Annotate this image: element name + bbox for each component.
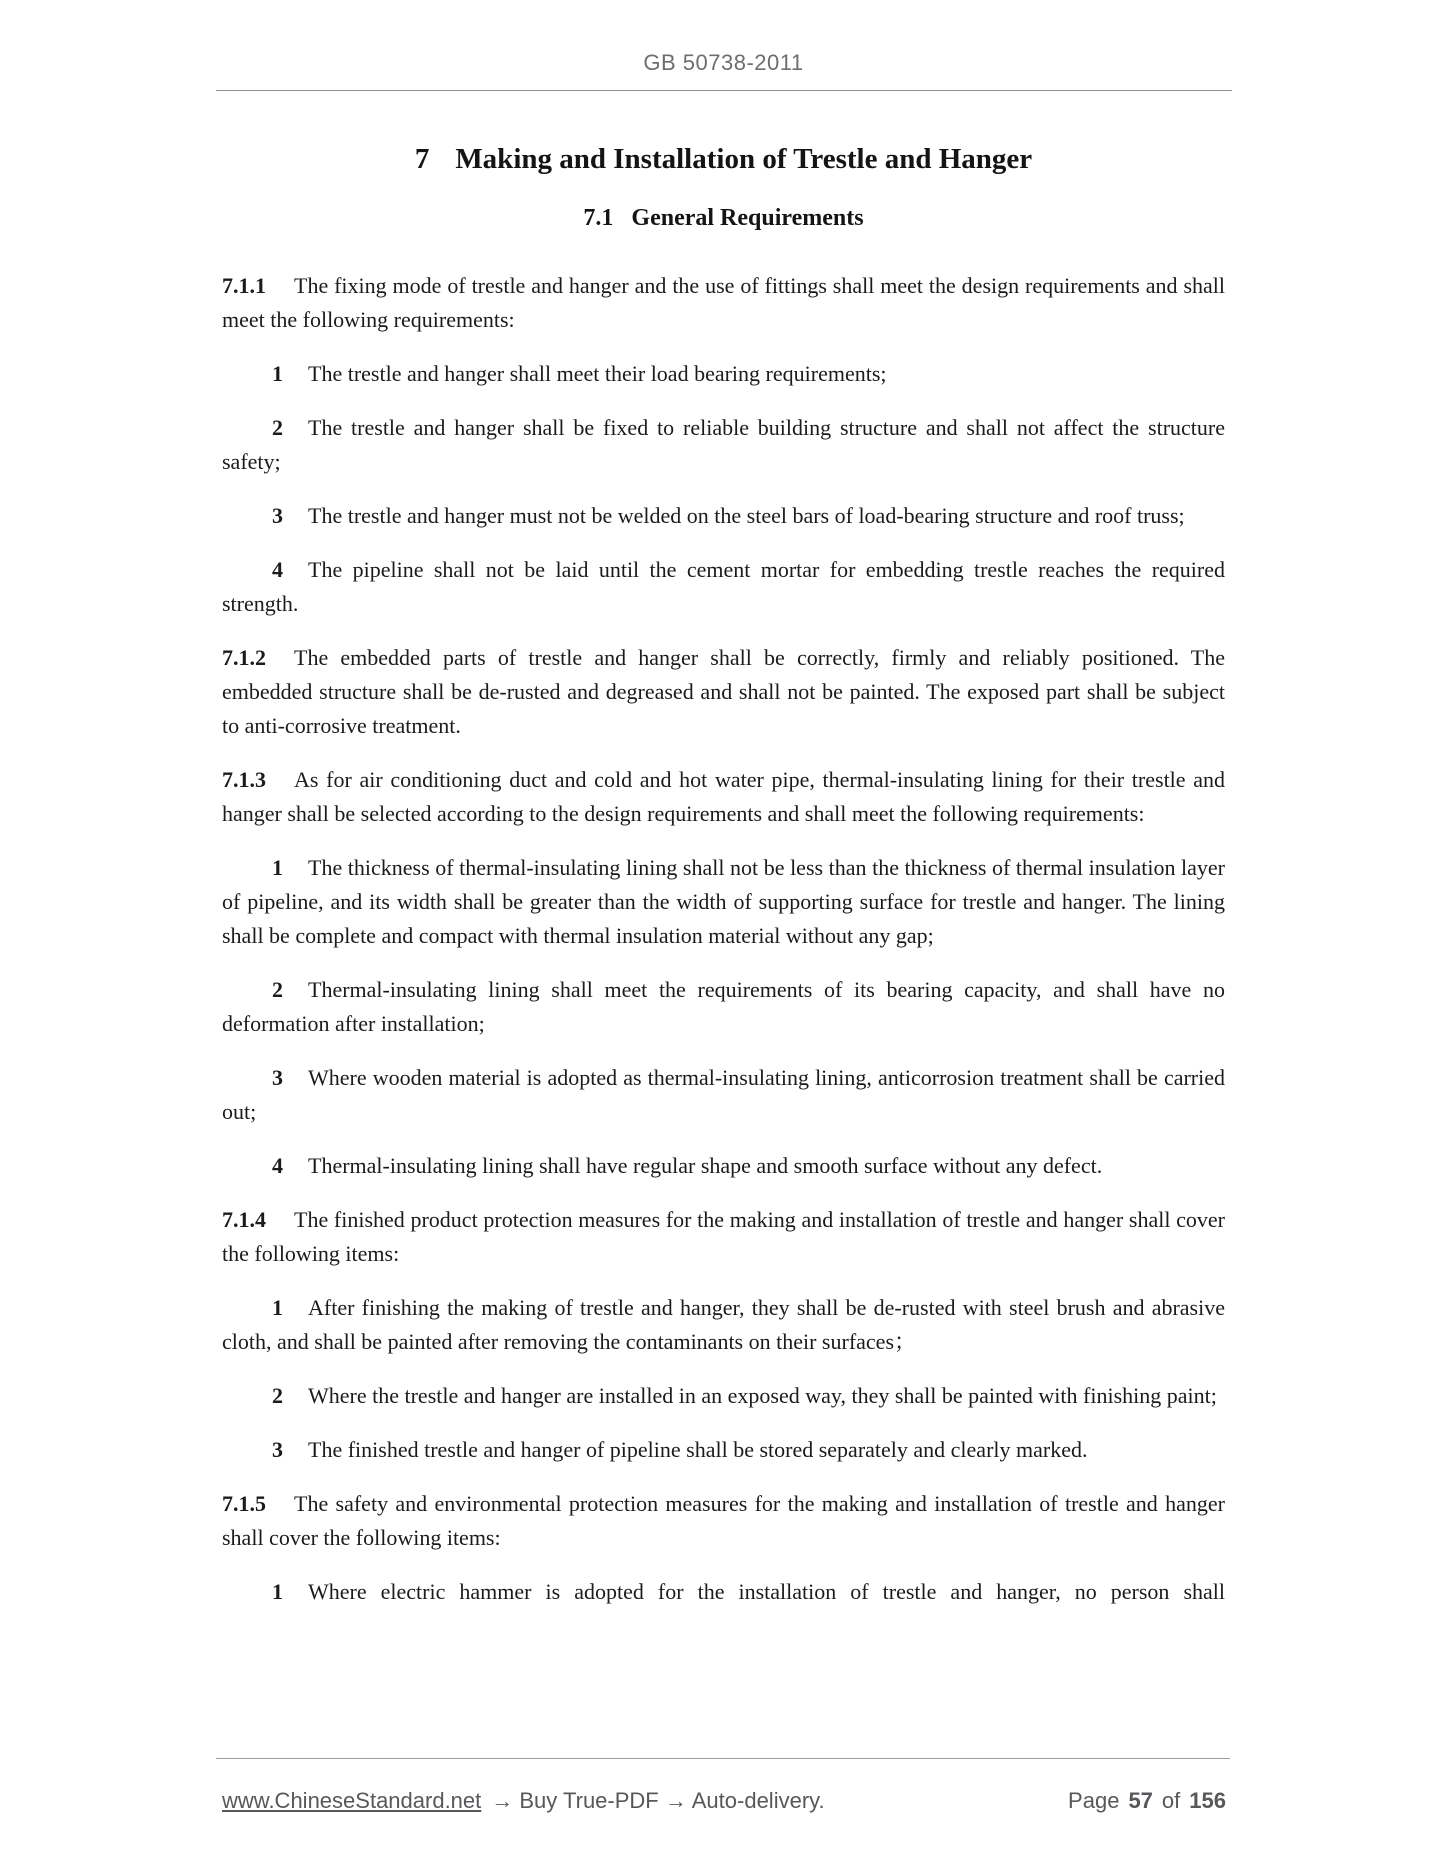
item-text: The trestle and hanger shall be fixed to reliable building structure and shall not affect the structure safety; xyxy=(222,415,1225,474)
list-item-paragraph xyxy=(222,1061,1225,1129)
page-indicator xyxy=(1068,1788,1226,1814)
item-text: Thermal-insulating lining shall have regular shape and smooth surface without any defect. xyxy=(308,1153,1103,1178)
item-number: 4 xyxy=(272,557,283,582)
list-item-paragraph xyxy=(222,1433,1225,1467)
clause-paragraph xyxy=(222,763,1225,831)
list-item-paragraph xyxy=(222,851,1225,953)
item-number: 1 xyxy=(272,855,283,880)
page-current: 57 xyxy=(1128,1788,1153,1813)
standard-code-header: GB 50738-2011 xyxy=(643,50,804,75)
list-item-paragraph xyxy=(222,1379,1225,1413)
item-number: 1 xyxy=(272,361,283,386)
item-number: 2 xyxy=(272,415,283,440)
item-number: 1 xyxy=(272,1579,283,1604)
footer-tagline: → Buy True-PDF → Auto-delivery. xyxy=(491,1788,825,1813)
of-label: of xyxy=(1161,1788,1181,1813)
item-text: The thickness of thermal-insulating lining shall not be less than the thickness of thermal insulation layer of pipeline, and its width shall be greater than the width of supporting surface for trestle and hanger. The lining shall be complete and compact with thermal insulation material without any gap; xyxy=(222,855,1225,948)
clause-paragraph xyxy=(222,1203,1225,1271)
list-item-paragraph xyxy=(222,1291,1225,1359)
page-footer xyxy=(216,1758,1230,1814)
item-number: 2 xyxy=(272,977,283,1002)
footer-row xyxy=(216,1788,1230,1814)
item-number: 3 xyxy=(272,503,283,528)
clause-number: 7.1.5 xyxy=(222,1491,266,1516)
item-text: Where electric hammer is adopted for the installation of trestle and hanger, no person shall xyxy=(308,1579,1225,1604)
item-text: Thermal-insulating lining shall meet the requirements of its bearing capacity, and shall have no deformation after installation; xyxy=(222,977,1225,1036)
clause-text: The fixing mode of trestle and hanger and the use of fittings shall meet the design requirements and shall meet the following requirements: xyxy=(222,273,1225,332)
clause-number: 7.1.4 xyxy=(222,1207,266,1232)
item-text: The finished trestle and hanger of pipeline shall be stored separately and clearly marked. xyxy=(308,1437,1088,1462)
item-text: The pipeline shall not be laid until the cement mortar for embedding trestle reaches the required strength. xyxy=(222,557,1225,616)
list-item-paragraph xyxy=(222,1149,1225,1183)
section-number: 7.1 xyxy=(583,205,614,231)
section-title xyxy=(222,203,1225,233)
item-text: Where the trestle and hanger are installed in an exposed way, they shall be painted with finishing paint; xyxy=(308,1383,1217,1408)
clause-number: 7.1.1 xyxy=(222,273,266,298)
item-text: The trestle and hanger shall meet their load bearing requirements; xyxy=(308,361,887,386)
page-total: 156 xyxy=(1189,1788,1226,1813)
list-item-paragraph xyxy=(222,553,1225,621)
clause-text: The embedded parts of trestle and hanger shall be correctly, firmly and reliably positioned. The embedded structure shall be de-rusted and degreased and shall not be painted. The exposed part shall be subject to anti-corrosive treatment. xyxy=(222,645,1225,738)
footer-left xyxy=(222,1788,825,1814)
item-text: The trestle and hanger must not be welded on the steel bars of load-bearing structure and roof truss; xyxy=(308,503,1185,528)
chapter-title-text: Making and Installation of Trestle and Hanger xyxy=(455,143,1033,175)
clause-paragraph xyxy=(222,269,1225,337)
list-item-paragraph xyxy=(222,973,1225,1041)
clause-text: The safety and environmental protection measures for the making and installation of trestle and hanger shall cover the following items: xyxy=(222,1491,1225,1550)
item-number: 4 xyxy=(272,1153,283,1178)
list-item-paragraph xyxy=(222,357,1225,391)
clause-text: The finished product protection measures for the making and installation of trestle and hanger shall cover the following items: xyxy=(222,1207,1225,1266)
chinesestandard-link[interactable]: www.ChineseStandard.net xyxy=(222,1788,482,1813)
item-number: 3 xyxy=(272,1437,283,1462)
clause-number: 7.1.3 xyxy=(222,767,266,792)
item-number: 3 xyxy=(272,1065,283,1090)
item-text: After finishing the making of trestle and hanger, they shall be de-rusted with steel brush and abrasive cloth, and shall be painted after removing the contaminants on their surfaces； xyxy=(222,1295,1225,1354)
clause-number: 7.1.2 xyxy=(222,645,266,670)
section-title-text: General Requirements xyxy=(631,205,864,231)
item-text: Where wooden material is adopted as thermal-insulating lining, anticorrosion treatment shall be carried out; xyxy=(222,1065,1225,1124)
page-label: Page xyxy=(1068,1788,1120,1813)
list-item-paragraph xyxy=(222,411,1225,479)
page-content xyxy=(222,0,1225,1609)
list-item-paragraph xyxy=(222,1575,1225,1609)
clause-paragraph xyxy=(222,641,1225,743)
document-body xyxy=(222,269,1225,1609)
clause-text: As for air conditioning duct and cold and hot water pipe, thermal-insulating lining for their trestle and hanger shall be selected according to the design requirements and shall meet the following requirements: xyxy=(222,767,1225,826)
item-number: 2 xyxy=(272,1383,283,1408)
chapter-number: 7 xyxy=(414,143,430,175)
chapter-title xyxy=(222,141,1225,177)
clause-paragraph xyxy=(222,1487,1225,1555)
list-item-paragraph xyxy=(222,499,1225,533)
item-number: 1 xyxy=(272,1295,283,1320)
